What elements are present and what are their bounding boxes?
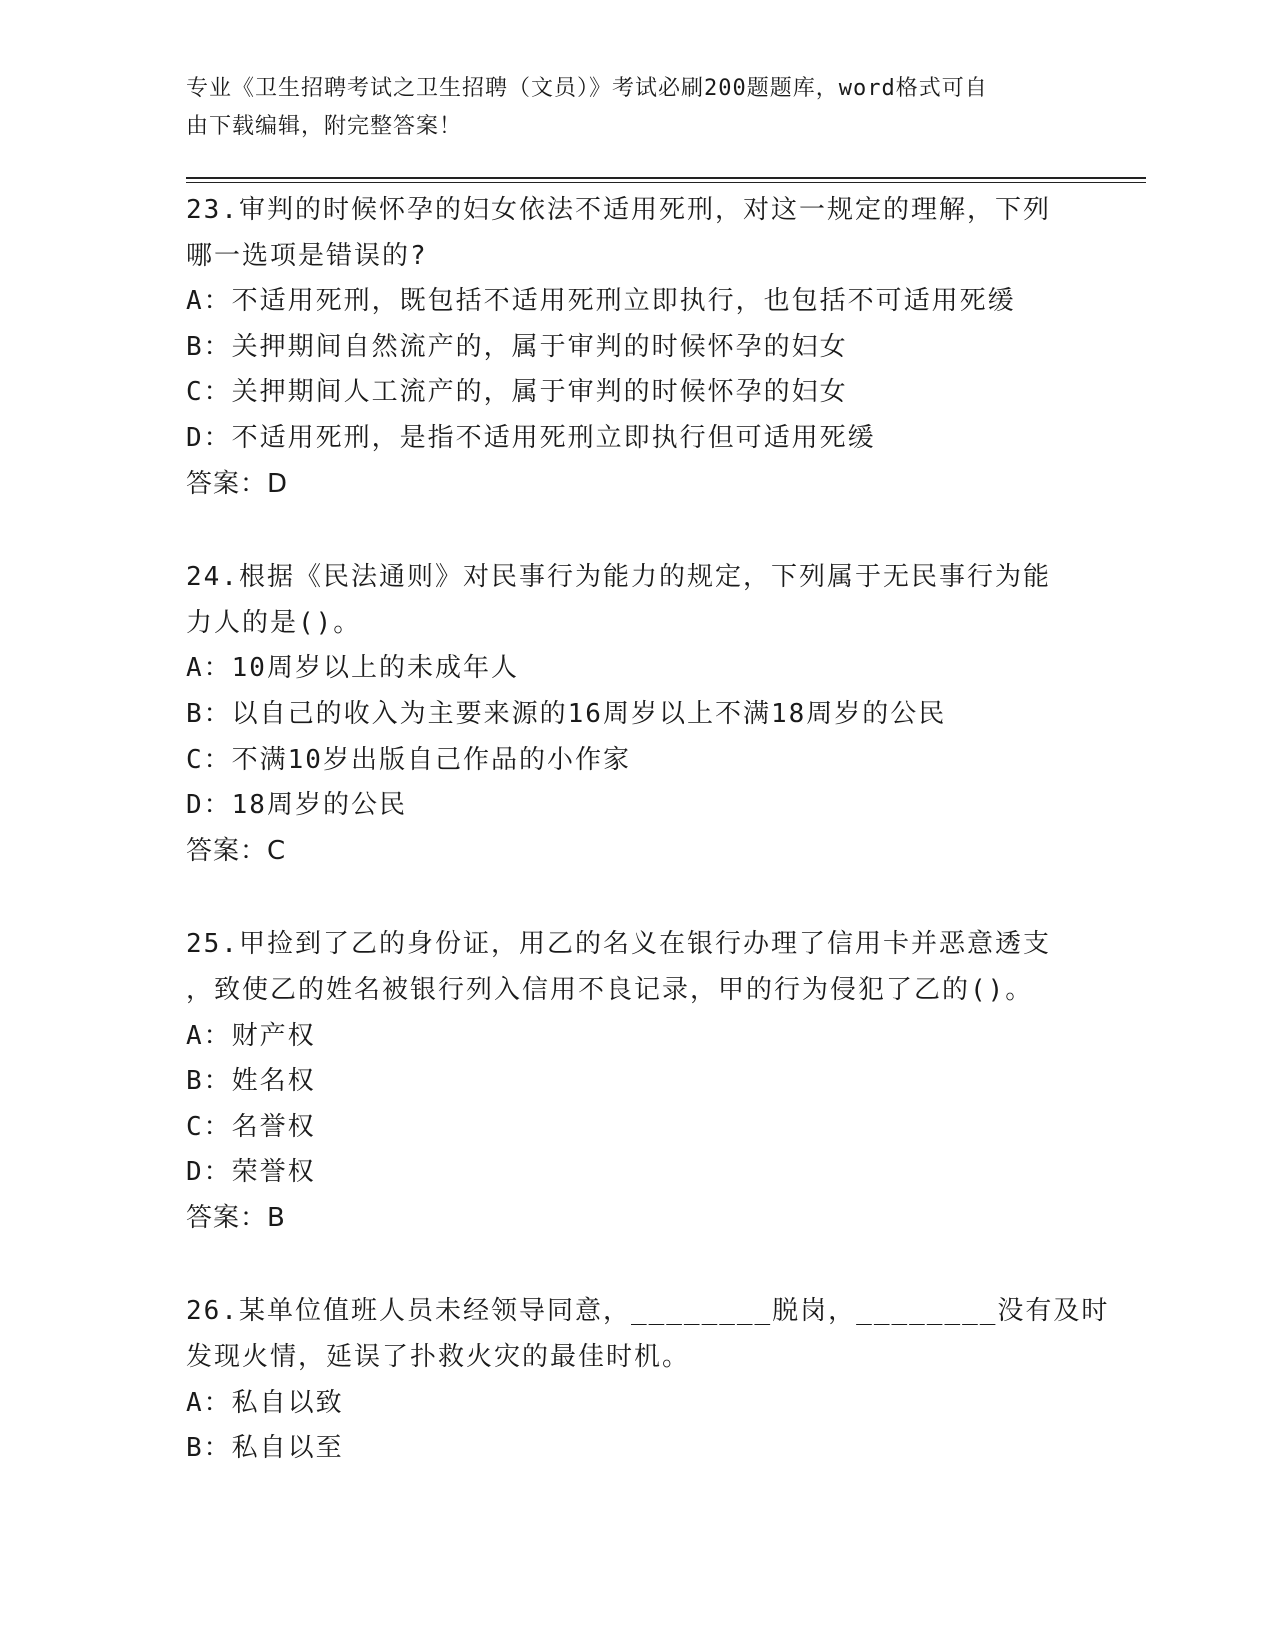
option-b: B：姓名权 (186, 1066, 316, 1097)
stem-line: 发现火情，延误了扑救火灾的最佳时机。 (186, 1342, 691, 1373)
answer: 答案：B (186, 1202, 286, 1233)
option-c: C：关押期间人工流产的，属于审判的时候怀孕的妇女 (186, 377, 848, 408)
option-b: B：关押期间自然流产的，属于审判的时候怀孕的妇女 (186, 331, 848, 362)
option-c: C：不满10岁出版自己作品的小作家 (186, 744, 631, 775)
header-line-1: 专业《卫生招聘考试之卫生招聘（文员）》考试必刷200题题库，word格式可自 (186, 76, 988, 101)
stem-line: ，致使乙的姓名被银行列入信用不良记录，甲的行为侵犯了乙的()。 (186, 974, 1034, 1005)
answer: 答案：D (186, 468, 289, 499)
option-d: D：荣誉权 (186, 1157, 316, 1188)
question-25 (186, 922, 1086, 1241)
question-stem (186, 188, 1086, 279)
option-b: B：以自己的收入为主要来源的16周岁以上不满18周岁的公民 (186, 698, 947, 729)
option-d: D：18周岁的公民 (186, 790, 407, 821)
question-23 (186, 188, 1086, 507)
answer: 答案：C (186, 835, 287, 866)
question-24 (186, 555, 1086, 874)
option-c: C：名誉权 (186, 1111, 316, 1142)
stem-line: 25.甲捡到了乙的身份证，用乙的名义在银行办理了信用卡并恶意透支 (186, 929, 1051, 960)
question-stem (186, 922, 1086, 1013)
question-26 (186, 1289, 1110, 1471)
header-line-2: 由下载编辑，附完整答案！ (186, 114, 463, 139)
stem-line: 哪一选项是错误的? (186, 240, 428, 271)
stem-line: 力人的是()。 (186, 607, 362, 638)
stem-line: 26.某单位值班人员未经领导同意，________脱岗，________没有及时 (186, 1296, 1110, 1327)
option-a: A：不适用死刑，既包括不适用死刑立即执行，也包括不可适用死缓 (186, 286, 1016, 317)
option-a: A：10周岁以上的未成年人 (186, 653, 519, 684)
question-stem (186, 1289, 1110, 1380)
option-d: D：不适用死刑，是指不适用死刑立即执行但可适用死缓 (186, 422, 876, 453)
option-a: A：财产权 (186, 1020, 316, 1051)
document-header (186, 70, 1086, 146)
question-stem (186, 555, 1086, 646)
header-rule-thick (186, 177, 1146, 179)
header-rule-thin (186, 182, 1146, 183)
stem-line: 23.审判的时候怀孕的妇女依法不适用死刑，对这一规定的理解，下列 (186, 195, 1051, 225)
question-list (186, 188, 1110, 1520)
option-a: A：私自以致 (186, 1387, 344, 1418)
option-b: B：私自以至 (186, 1433, 344, 1464)
stem-line: 24.根据《民法通则》对民事行为能力的规定，下列属于无民事行为能 (186, 562, 1051, 593)
